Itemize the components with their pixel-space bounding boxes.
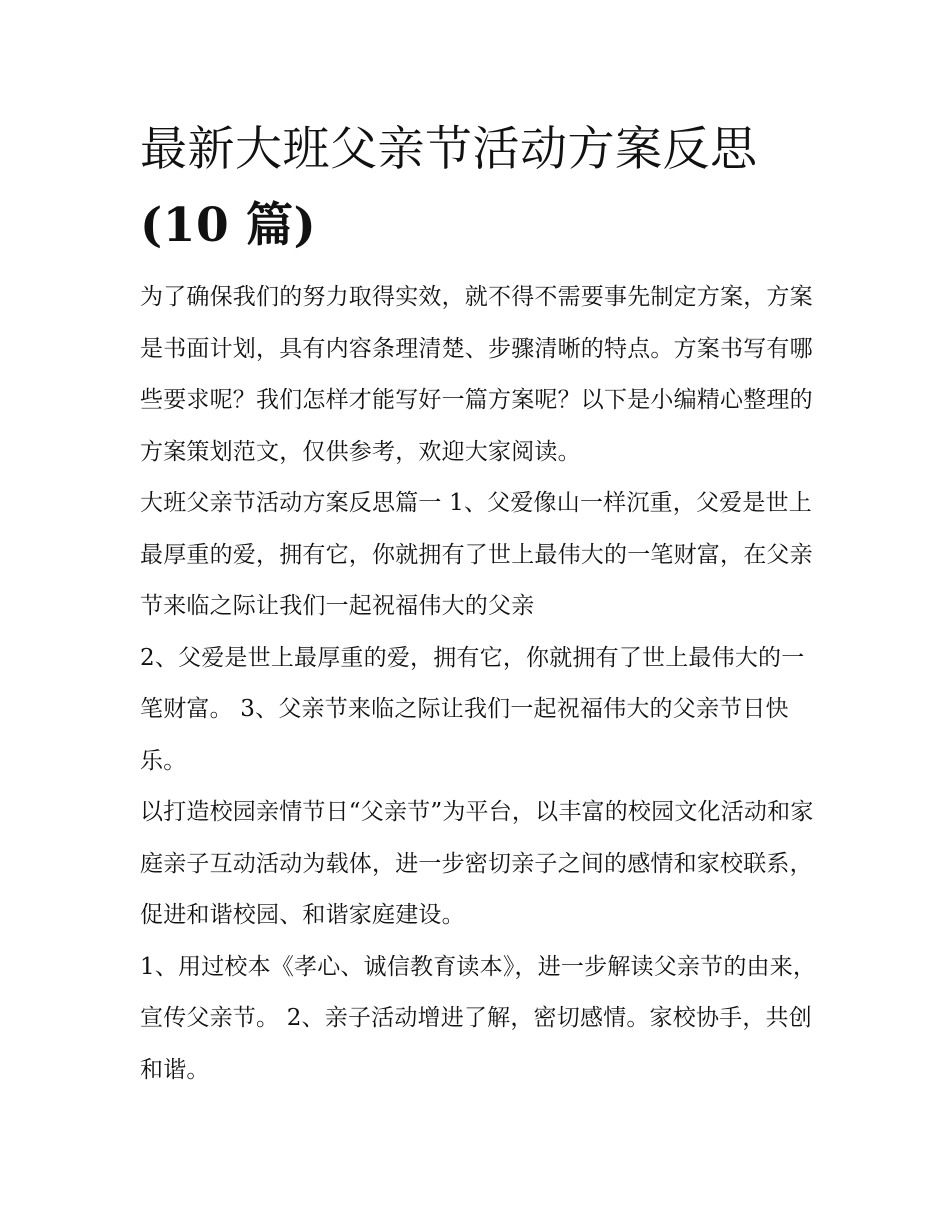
- paragraph-goals: 1、用过校本《孝心、诚信教育读本》，进一步解读父亲节的由来，宣传父亲节。 2、亲子活动增进了解，密切感情。家校协手，共创和谐。: [140, 953, 817, 1083]
- title-line-2: (10 篇): [140, 198, 317, 253]
- paragraph-purpose: 以打造校园亲情节日“父亲节”为平台，以丰富的校园文化活动和家庭亲子互动活动为载体，进一步密切亲子之间的感情和家校联系，促进和谐校园、和谐家庭建设。: [140, 799, 814, 928]
- paragraph-intro: 为了确保我们的努力取得实效，就不得不需要事先制定方案，方案是书面计划，具有内容条理清楚、步骤清晰的特点。方案书写有哪些要求呢？我们怎样才能写好一篇方案呢？以下是小编精心整理的方案策划范文，仅供参考，欢迎大家阅读。: [140, 284, 813, 465]
- document-title: [140, 112, 820, 264]
- title-line-1: 最新大班父亲节活动方案反思: [140, 122, 758, 177]
- document-page: [140, 112, 820, 1096]
- paragraph-section-one: 大班父亲节活动方案反思篇一 1、父爱像山一样沉重，父爱是世上最厚重的爱，拥有它，你就拥有了世上最伟大的一笔财富，在父亲节来临之际让我们一起祝福伟大的父亲: [140, 490, 813, 619]
- paragraph-slogans: 2、父爱是世上最厚重的爱，拥有它，你就拥有了世上最伟大的一笔财富。 3、父亲节来临之际让我们一起祝福伟大的父亲节日快乐。: [140, 644, 805, 774]
